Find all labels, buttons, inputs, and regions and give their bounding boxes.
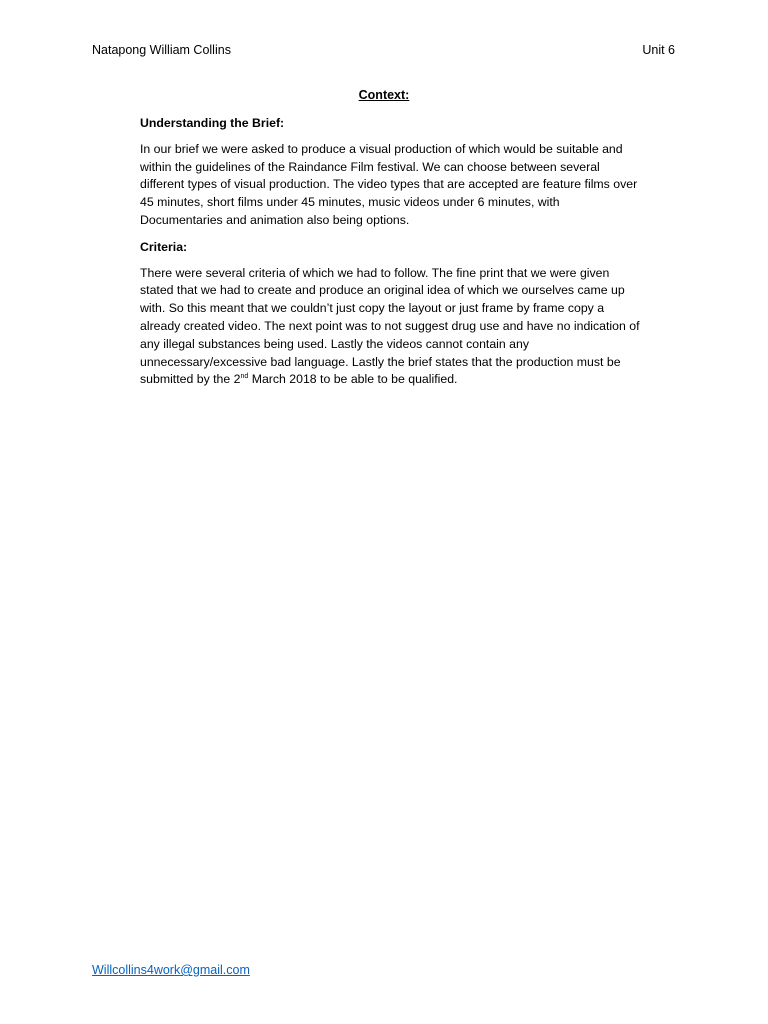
criteria-last-line-start: submitted by the 2 (140, 372, 241, 387)
brief-heading: Understanding the Brief: (140, 116, 285, 130)
ordinal-suffix: nd (240, 373, 249, 381)
brief-line: different types of visual production. The video types that are accepted are feature films over (140, 177, 638, 192)
criteria-last-line-end: March 2018 to be able to be qualified. (248, 372, 458, 387)
brief-line: 45 minutes, short films under 45 minutes, music videos under 6 minutes, with (140, 195, 560, 210)
brief-line: within the guidelines of the Raindance Film festival. We can choose between several (140, 159, 600, 174)
document-body (140, 115, 680, 398)
criteria-last-line (140, 371, 680, 389)
criteria-heading: Criteria: (140, 239, 188, 254)
page-title (0, 88, 768, 102)
brief-line: In our brief we were asked to produce a visual production of which would be suitable and (140, 141, 623, 156)
criteria-paragraph (140, 265, 680, 390)
page-title-text: Context: (358, 88, 410, 102)
criteria-line: There were several criteria of which we had to follow. The fine print that we were given (140, 265, 610, 280)
brief-paragraph (140, 141, 680, 230)
brief-line: Documentaries and animation also being options. (140, 212, 410, 227)
footer-email-link[interactable]: Willcollins4work@gmail.com (92, 963, 250, 977)
criteria-line: already created video. The next point was to not suggest drug use and have no indication of (140, 318, 640, 333)
header-unit: Unit 6 (642, 43, 675, 57)
criteria-line: unnecessary/excessive bad language. Lastly the brief states that the production must be (140, 354, 621, 369)
criteria-line: with. So this meant that we couldn’t just copy the layout or just frame by frame copy a (140, 301, 605, 316)
header-author: Natapong William Collins (92, 43, 231, 57)
criteria-line: any illegal substances being used. Lastly the videos cannot contain any (140, 336, 529, 351)
criteria-line: stated that we had to create and produce an original idea of which we ourselves came up (140, 283, 625, 298)
